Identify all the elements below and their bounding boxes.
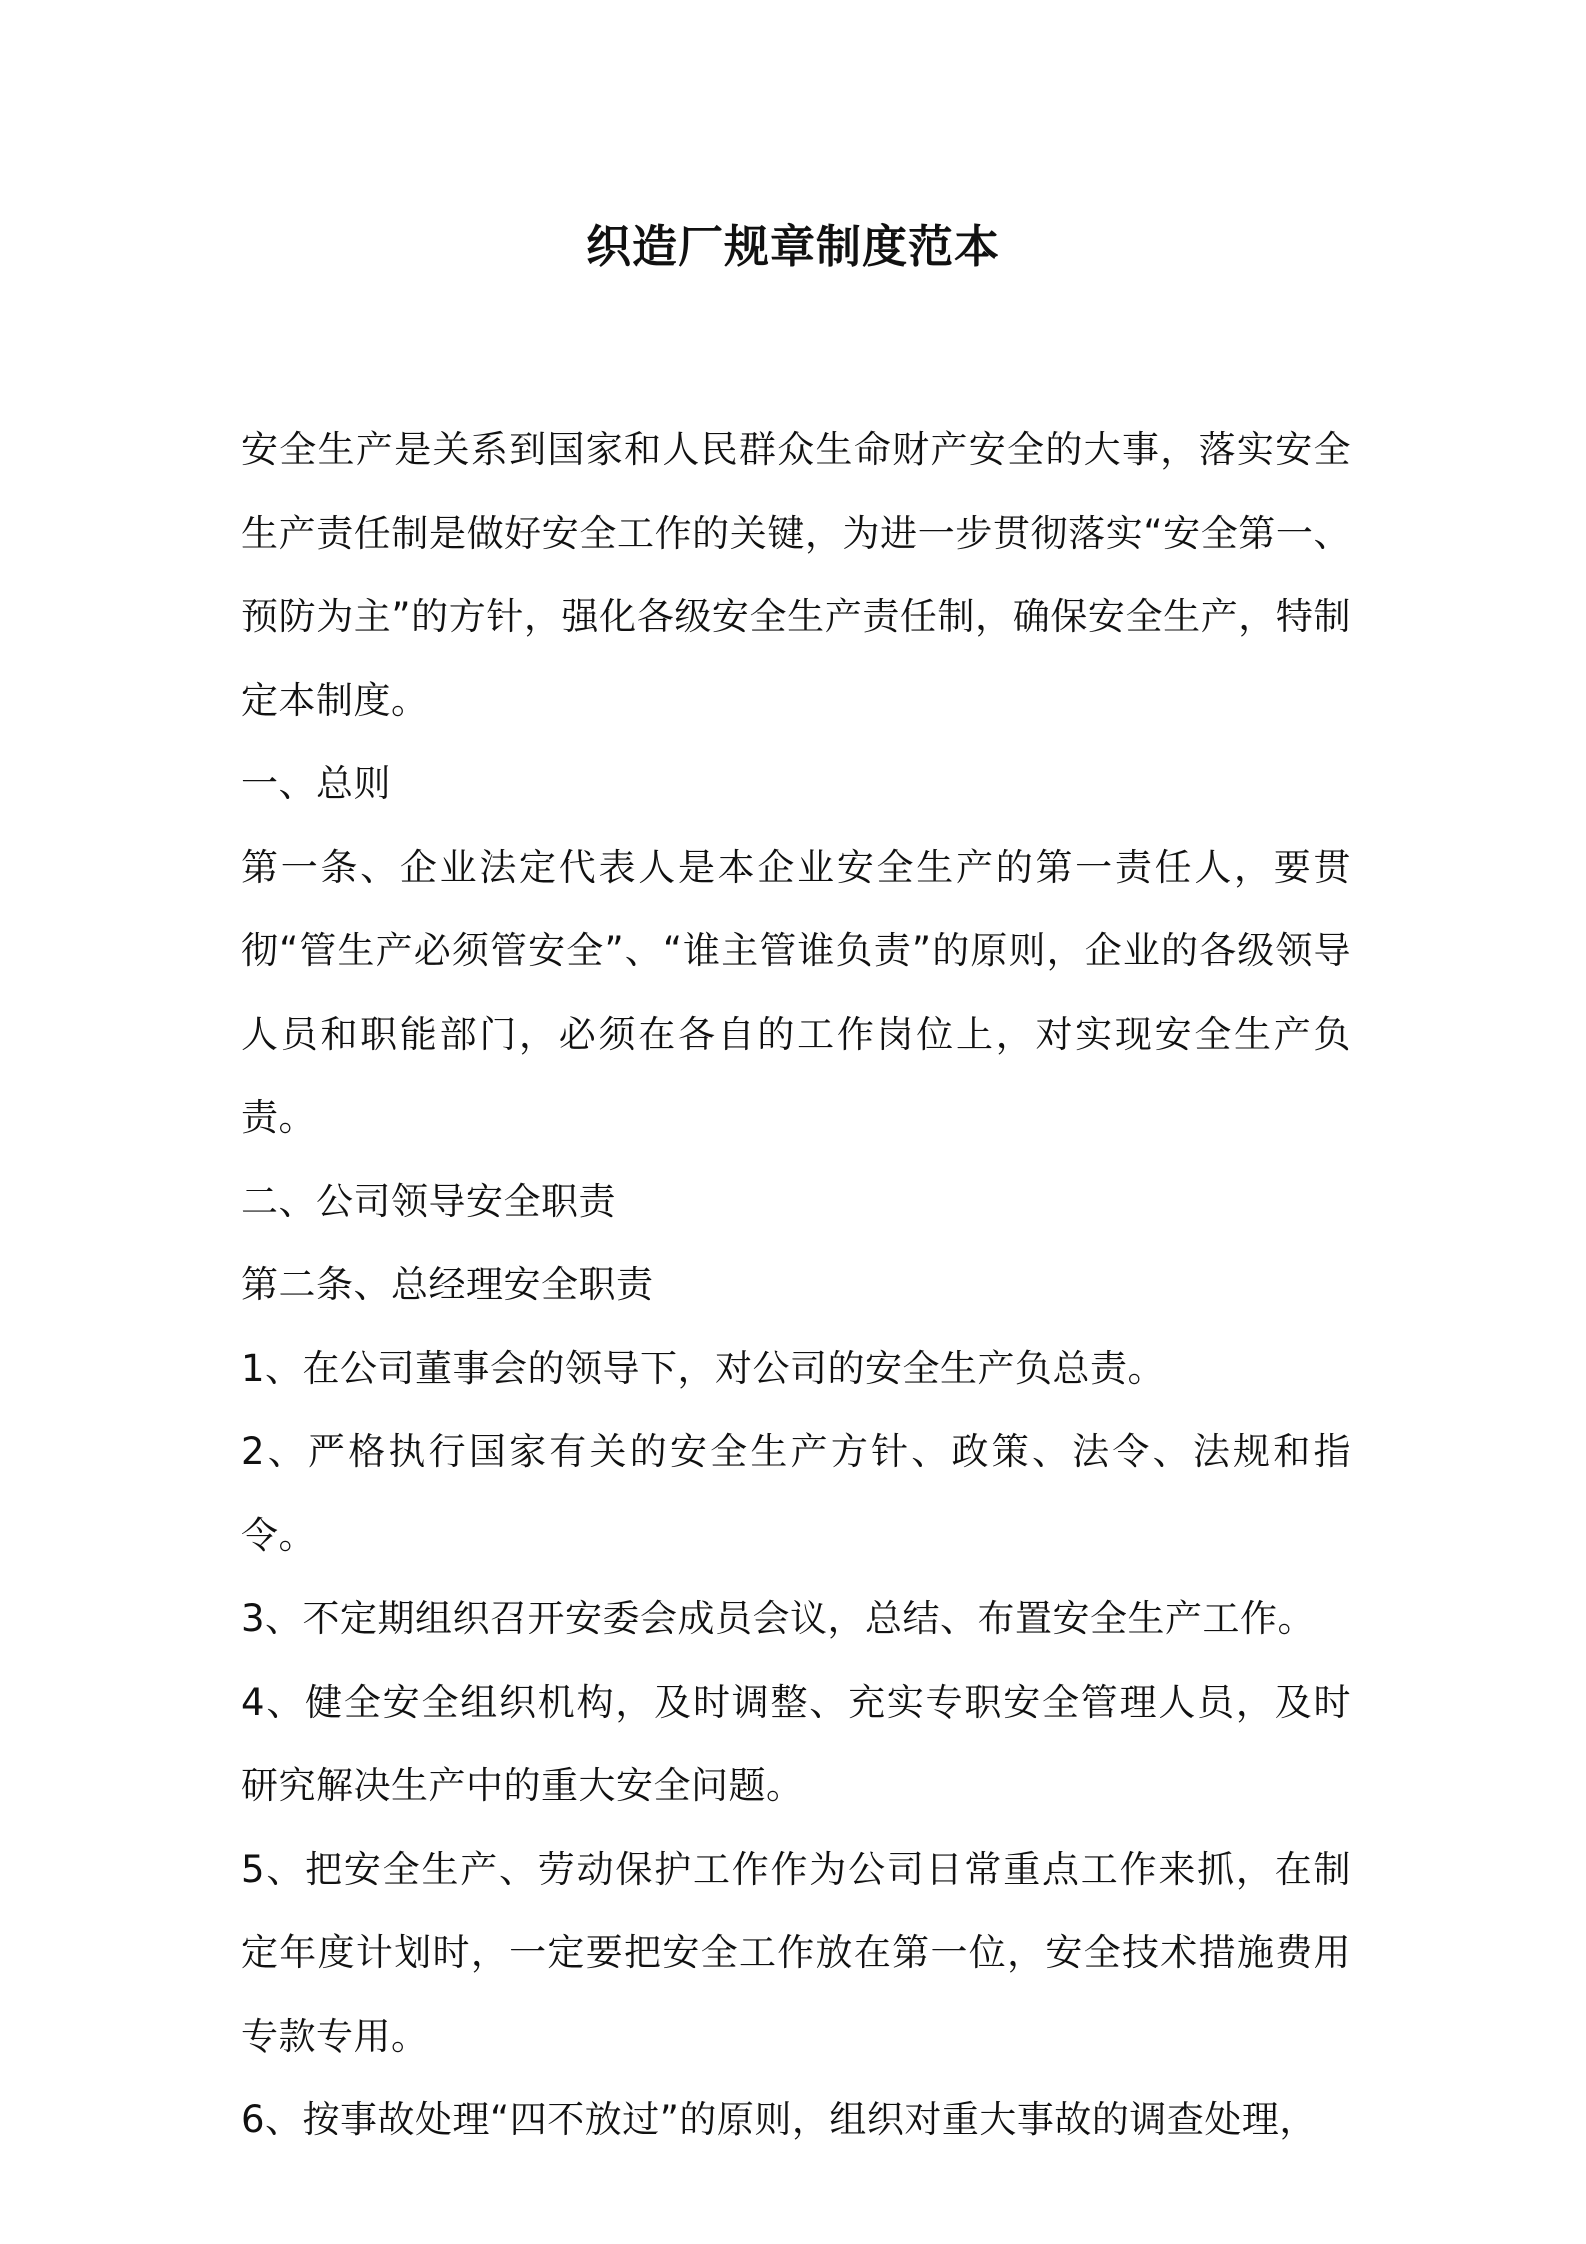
list-item: 1、在公司董事会的领导下，对公司的安全生产负总责。 <box>241 1346 1166 1390</box>
list-item: 3、不定期组织召开安委会成员会议，总结、布置安全生产工作。 <box>241 1597 1316 1640</box>
section-heading-general: 一、总则 <box>241 762 391 805</box>
document-body <box>241 408 1351 2162</box>
list-item: 5、把安全生产、劳动保护工作作为公司日常重点工作来抓，在制定年度计划时，一定要把安全工作放在第一位，安全技术措施费用专款专用。 <box>241 1847 1351 2058</box>
document-title: 织造厂规章制度范本 <box>585 220 1000 273</box>
article-two-heading: 第二条、总经理安全职责 <box>241 1263 654 1306</box>
intro-paragraph: 安全生产是关系到国家和人民群众生命财产安全的大事，落实安全生产责任制是做好安全工作的关键，为进一步贯彻落实“安全第一、预防为主”的方针，强化各级安全生产责任制，确保安全生产，特制定本制度。 <box>241 428 1351 722</box>
list-item: 2、严格执行国家有关的安全生产方针、政策、法令、法规和指令。 <box>241 1430 1351 1557</box>
list-item: 4、健全安全组织机构，及时调整、充实专职安全管理人员，及时研究解决生产中的重大安全问题。 <box>241 1680 1351 1807</box>
article-one-paragraph: 第一条、企业法定代表人是本企业安全生产的第一责任人，要贯彻“管生产必须管安全”、“谁主管谁负责”的原则，企业的各级领导人员和职能部门，必须在各自的工作岗位上，对实现安全生产负责。 <box>241 845 1351 1139</box>
list-item: 6、按事故处理“四不放过”的原则，组织对重大事故的调查处理， <box>241 2098 1317 2141</box>
section-heading-leadership: 二、公司领导安全职责 <box>241 1179 616 1223</box>
